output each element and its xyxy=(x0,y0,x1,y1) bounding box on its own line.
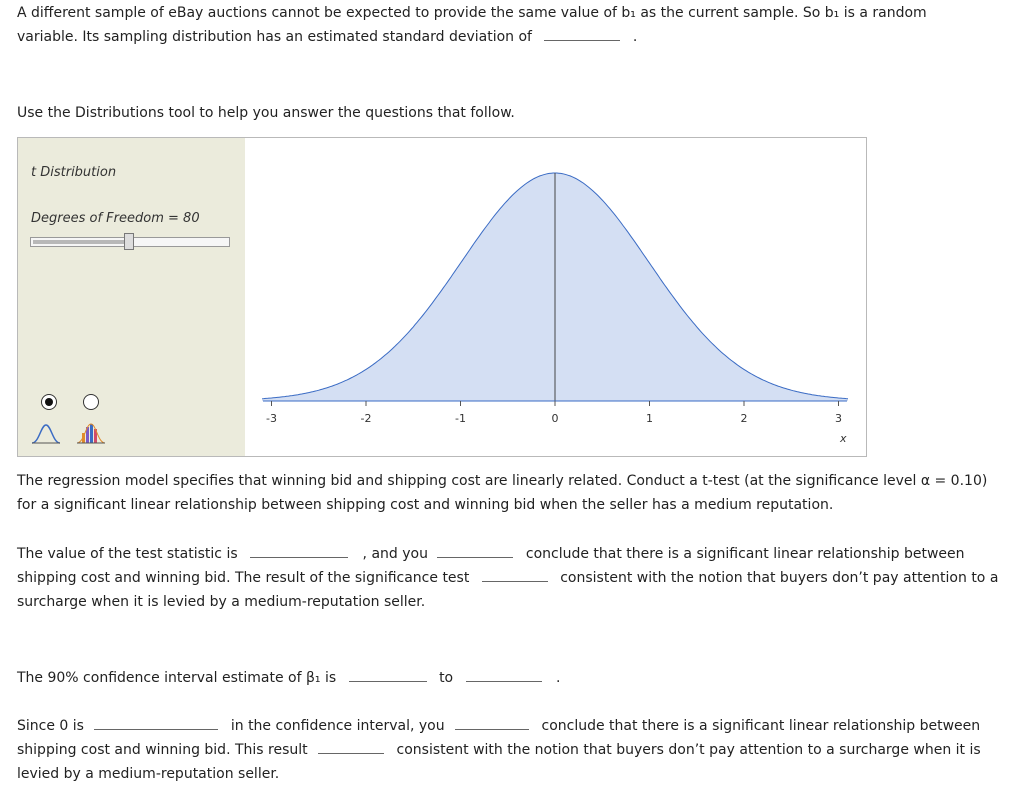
x-tick-label: -1 xyxy=(455,412,466,425)
slider-fill xyxy=(33,240,130,244)
since-line-3: levied by a medium-reputation seller. xyxy=(17,766,280,782)
in-interval-blank[interactable] xyxy=(94,715,218,730)
x-tick-label: 0 xyxy=(551,412,559,425)
intro-line-1: A different sample of eBay auctions cannot be expected to provide the same value of b₁ as the current sample. So b₁ is a random xyxy=(17,5,927,21)
density-curve-icon[interactable] xyxy=(31,421,61,445)
test-line-3: surcharge when it is levied by a medium-reputation seller. xyxy=(17,594,426,610)
x-tick-label: -3 xyxy=(266,412,277,425)
test-line-1: The value of the test statistic is , and you conclude that there is a significant linear relationship between xyxy=(17,542,965,566)
consistent-blank-1[interactable] xyxy=(482,567,548,582)
tool-control-panel xyxy=(18,138,245,456)
x-tick-label: 2 xyxy=(740,412,748,425)
degrees-of-freedom-label: Degrees of Freedom = 80 xyxy=(31,211,200,226)
ci-lower-blank[interactable] xyxy=(349,667,427,682)
intro-line-2 xyxy=(17,25,637,49)
radio-histogram-view[interactable] xyxy=(83,394,99,410)
df-slider[interactable] xyxy=(30,237,230,247)
intro-period: . xyxy=(632,29,638,45)
consistent-blank-2[interactable] xyxy=(318,739,384,754)
x-axis-ticks xyxy=(266,401,842,425)
slider-thumb[interactable] xyxy=(124,233,134,250)
test-line-2: shipping cost and winning bid. The result of the significance test consistent with the notion that buyers don’t pay attention to a xyxy=(17,566,998,590)
histogram-icon[interactable] xyxy=(76,421,106,445)
distribution-title: t Distribution xyxy=(31,165,117,180)
conclude-blank-2[interactable] xyxy=(455,715,529,730)
regression-line-1: The regression model specifies that winning bid and shipping cost are linearly related. Conduct a t-test (at the significance level α = 0.10) xyxy=(17,473,988,489)
ci-line: The 90% confidence interval estimate of β₁ is to . xyxy=(17,666,560,690)
x-tick-label: 3 xyxy=(835,412,842,425)
x-tick-label: 1 xyxy=(646,412,653,425)
regression-line-2: for a significant linear relationship between shipping cost and winning bid when the seller has a medium reputation. xyxy=(17,497,834,513)
conclude-blank-1[interactable] xyxy=(437,543,513,558)
intro-text: variable. Its sampling distribution has an estimated standard deviation of xyxy=(17,29,532,45)
since-line-2: shipping cost and winning bid. This result consistent with the notion that buyers don’t pay attention to a surcharge when it is xyxy=(17,738,981,762)
t-distribution-plot xyxy=(245,138,866,456)
distributions-tool xyxy=(17,137,867,457)
x-axis-label: x xyxy=(840,432,847,445)
instruction-text: Use the Distributions tool to help you answer the questions that follow. xyxy=(17,105,515,121)
std-dev-blank[interactable] xyxy=(544,26,620,41)
x-tick-label: -2 xyxy=(360,412,372,425)
since-line-1: Since 0 is in the confidence interval, you conclude that there is a significant linear relationship between xyxy=(17,714,980,738)
radio-pdf-view[interactable] xyxy=(41,394,57,410)
df-value: 80 xyxy=(183,211,200,226)
ci-upper-blank[interactable] xyxy=(466,667,542,682)
test-statistic-blank[interactable] xyxy=(250,543,348,558)
